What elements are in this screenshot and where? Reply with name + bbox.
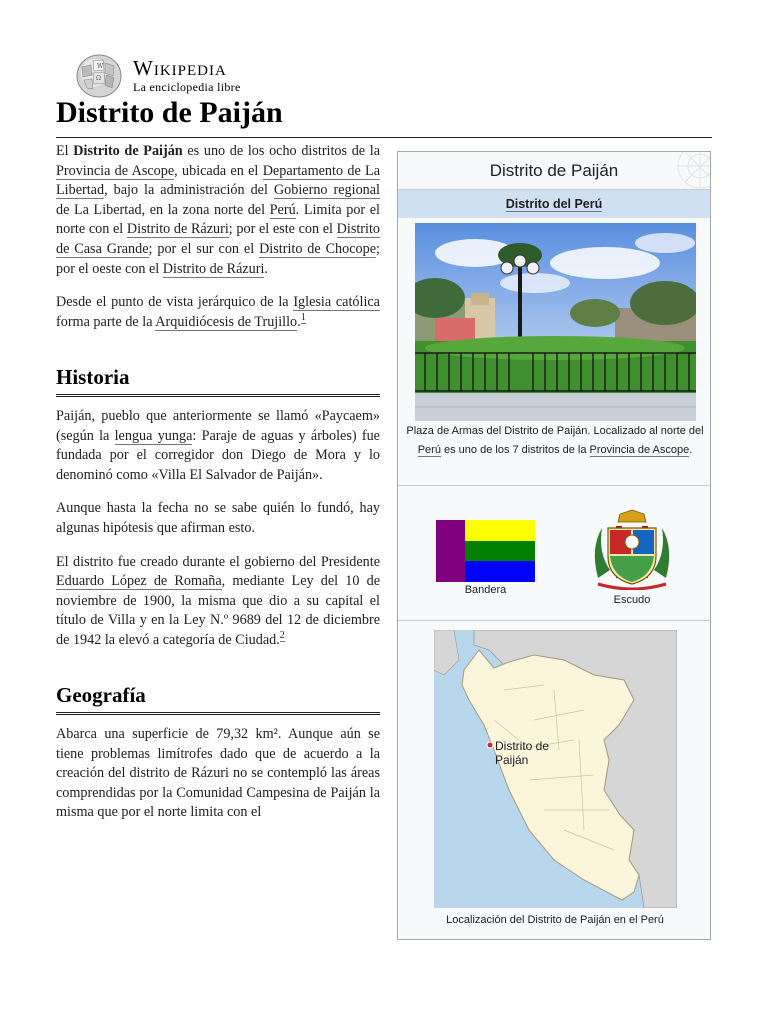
caption-link-provincia-de-ascope[interactable]: Provincia de Ascope	[589, 444, 690, 456]
peru-location-map[interactable]	[434, 630, 677, 908]
flag-band-purple	[436, 520, 465, 582]
link-departamento-la-libertad[interactable]: Departamento de La Libertad	[56, 162, 381, 199]
link-eduardo-lopez-de-romana[interactable]: Eduardo López de Romaña	[56, 573, 222, 590]
link-distrito-de-razuri-2[interactable]: Distrito de Rázuri	[162, 260, 265, 277]
infobox-title-bar	[398, 152, 710, 189]
map-caption: Localización del Distrito de Paiján en el Perú	[446, 914, 664, 926]
photo-caption: Plaza de Armas del Distrito de Paiján. Localizado al norte del Perú es uno de los 7 distritos de la Provincia de Ascope.	[406, 425, 704, 456]
infobox-title: Distrito de Paiján	[489, 160, 619, 180]
infobox-divider	[398, 485, 710, 486]
title-divider	[56, 137, 712, 138]
infobox-subtitle-bar	[398, 189, 710, 218]
link-distrito-de-chocope[interactable]: Distrito de Chocope	[259, 240, 377, 257]
infobox-header-decoration	[630, 152, 710, 189]
section-heading-historia: Historia	[56, 368, 380, 397]
historia-paragraph-1: Paiján, pueblo que anteriormente se llamó «Paycaem» (según la lengua yunga: Paraje de aguas y árboles) fue fundada por el corregidor don Diego de Mora y lo denominó como «Villa El Salvador de Paiján».	[56, 407, 380, 483]
shield-label: Escudo	[613, 594, 651, 606]
geografia-paragraph-1: Abarca una superficie de 79,32 km². Aunque aún se tiene problemas limítrofes dado que de acuerdo a la creación del distrito de Rázuri no se contempló las áreas comprendidas por la Comunidad Campesina de Paiján la misma que por el norte limita con el	[56, 726, 380, 821]
wikipedia-tagline: La enciclopedia libre	[133, 80, 241, 94]
infobox	[397, 151, 711, 940]
historia-paragraph-2: Aunque hasta la fecha no se sabe quién lo fundó, hay algunas hipótesis que afirman esto.	[56, 500, 380, 536]
link-distrito-de-casa-grande[interactable]: Distrito de Casa Grande	[56, 221, 381, 257]
map-marker-label: Distrito de Paiján	[495, 739, 550, 767]
link-distrito-de-razuri[interactable]: Distrito de Rázuri	[126, 221, 229, 238]
section-heading-geografia: Geografía	[56, 686, 380, 715]
caption-link-peru[interactable]: Perú	[417, 444, 441, 456]
link-lengua-yunga[interactable]: lengua yunga	[114, 427, 193, 444]
article-body	[56, 142, 380, 837]
flag-label: Bandera	[464, 584, 507, 596]
link-arquidiocesis-trujillo[interactable]: Arquidiócesis de Trujillo	[155, 313, 298, 330]
plaza-de-armas-photo[interactable]	[415, 223, 696, 421]
wikipedia-wordmark[interactable]: Wikipedia	[133, 56, 227, 80]
flag-stripe-yellow	[465, 520, 535, 541]
page-title: Distrito de Paiján	[56, 96, 283, 129]
intro-paragraph-2: Desde el punto de vista jerárquico de la Iglesia católica forma parte de la Arquidiócesis de Trujillo.$^1$	[56, 294, 380, 330]
reference-1[interactable]: 1	[300, 312, 306, 324]
infobox-divider-2	[398, 620, 710, 621]
link-iglesia-catolica[interactable]: Iglesia católica	[293, 294, 380, 311]
reference-2[interactable]: 2	[279, 630, 285, 642]
link-gobierno-regional[interactable]: Gobierno regional	[273, 182, 380, 199]
svg-text:W: W	[97, 63, 104, 70]
district-flag[interactable]	[436, 520, 535, 582]
infobox-subtitle-link[interactable]: Distrito del Perú	[505, 196, 603, 211]
intro-paragraph-1: El Distrito de Paiján es uno de los ocho distritos de la Provincia de Ascope, ubicada en el Departamento de La Libertad, bajo la administración del Gobierno regional de La Libertad, en la zona norte del Perú. Limita por el norte con el Distrito de Rázuri; por el este con el Distrito de Casa Grande; por el sur con el Distrito de Chocope; por el oeste con el Distrito de Rázuri.	[56, 143, 381, 277]
link-peru[interactable]: Perú	[269, 201, 296, 218]
link-provincia-de-ascope[interactable]: Provincia de Ascope	[56, 162, 175, 179]
coat-of-arms-shield[interactable]	[588, 508, 676, 590]
flag-stripe-green	[465, 541, 535, 561]
svg-text:Ω: Ω	[96, 75, 101, 82]
article-subject: Distrito de Paiján	[73, 143, 183, 159]
wikipedia-globe-logo[interactable]	[74, 53, 124, 98]
historia-paragraph-3: El distrito fue creado durante el gobierno del Presidente Eduardo López de Romaña, mediante Ley del 10 de noviembre de 1900, la misma que dio a su capital el título de Villa y en la Ley N.º 9689 del 12 de diciembre de 1942 la elevó a categoría de Ciudad.$^2$	[56, 553, 380, 648]
flag-stripe-blue	[465, 561, 535, 582]
